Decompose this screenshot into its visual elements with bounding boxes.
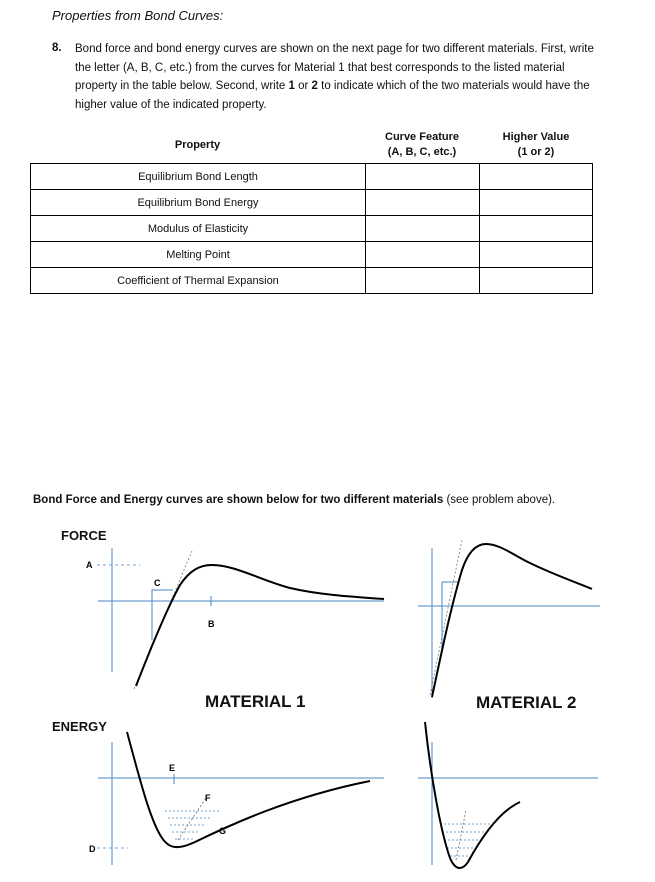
letter-b: B [208,619,215,629]
property-cell: Equilibrium Bond Length [31,164,366,190]
header-curve-feature-line-1: Curve Feature [385,131,459,143]
property-cell: Coefficient of Thermal Expansion [31,268,366,294]
material-2-label: MATERIAL 2 [476,693,577,712]
question-text-part-1: Bond force and bond energy curves are shown on the next page for two different materials. First, write the letter (A, B, C, etc.) from the curves for Material 1 that best corresponds to the listed material property in the table below. Second, write [75,43,594,92]
m1-force-slope-box [152,590,173,640]
property-cell: Equilibrium Bond Energy [31,190,366,216]
letter-a: A [86,560,93,570]
material-1-force-plot [86,548,384,689]
header-higher-value-line-1: Higher Value [502,131,570,143]
letter-c: C [154,578,161,588]
question-bold-1: 1 [288,80,295,92]
property-cell: Melting Point [31,242,366,268]
header-higher-value-line-2: (1 or 2) [517,146,555,158]
question-text-part-2: or [294,80,312,92]
m1-force-curve [136,565,384,686]
m1-energy-curve [127,732,370,847]
letter-f: F [205,793,211,803]
energy-label: ENERGY [52,719,107,734]
m2-energy-curve [425,722,520,868]
force-label: FORCE [61,528,107,543]
header-property: Property [174,139,221,151]
m1-energy-midpoint-line [178,798,206,840]
m2-energy-midpoint-line [456,810,466,860]
letter-d: D [89,844,96,854]
graphs-subheading-bold: Bond Force and Energy curves are shown below for two different materials [33,494,444,506]
m2-force-curve [432,544,592,697]
m2-force-tangent [430,540,462,695]
material-2-force-plot [418,540,600,698]
question-bold-2: 2 [311,80,318,92]
section-title: Properties from Bond Curves: [52,8,224,23]
question-text-part-3: to indicate which of the two materials would have the higher value of the indicated property. [75,80,590,111]
material-1-label: MATERIAL 1 [205,692,306,711]
graphs-subheading-normal: (see problem above). [443,494,556,506]
material-1-energy-plot [89,732,384,865]
question-number: 8. [52,42,62,54]
property-cell: Modulus of Elasticity [31,216,366,242]
letter-e: E [169,763,176,773]
header-curve-feature-line-2: (A, B, C, etc.) [387,146,457,158]
material-2-energy-plot [418,722,598,868]
letter-g: G [219,826,227,836]
